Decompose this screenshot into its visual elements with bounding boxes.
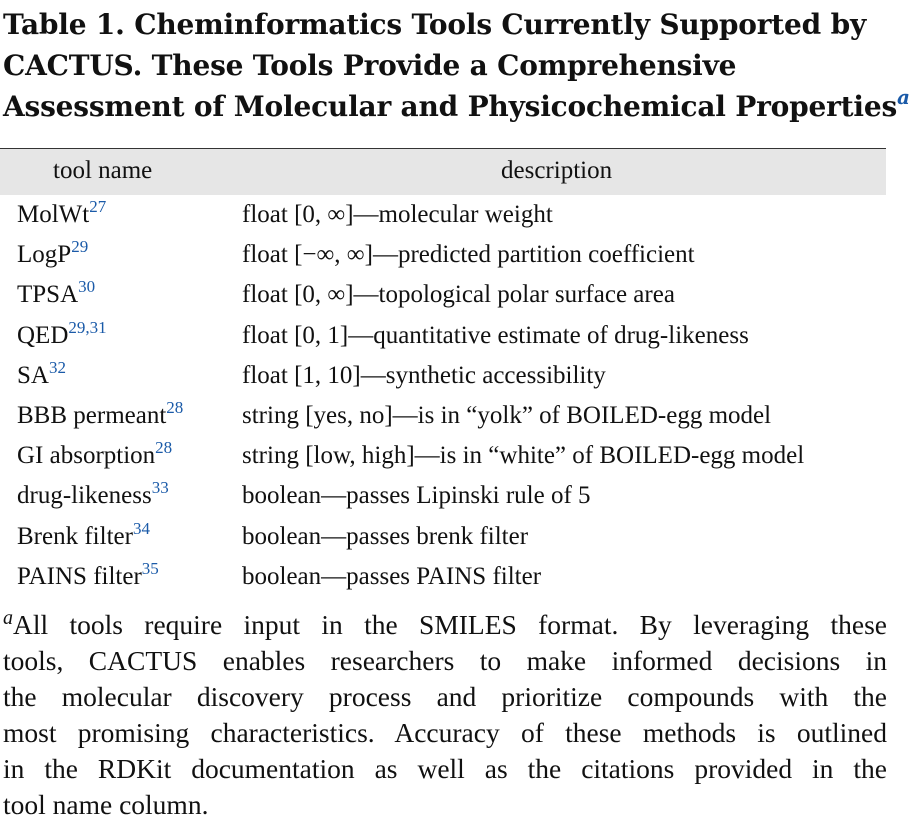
description-cell: string [low, high]—is in “white” of BOILED-egg model	[242, 442, 805, 470]
table-row	[0, 558, 886, 598]
tool-name-text: QED	[17, 321, 69, 349]
header-tool-name: tool name	[53, 157, 153, 184]
table-row	[0, 477, 886, 517]
table-header-row	[0, 148, 886, 195]
footnote-mark: a	[3, 607, 13, 629]
table-row	[0, 236, 886, 276]
citation-link[interactable]: 29	[71, 237, 89, 257]
tool-name-text: BBB permeant	[17, 401, 167, 429]
description-cell: float [1, 10]—synthetic accessibility	[242, 361, 606, 389]
table-row	[0, 357, 886, 397]
tool-name-cell	[17, 397, 184, 430]
tool-name-text: Brenk filter	[17, 522, 133, 550]
caption-line-3-text: Assessment of Molecular and Physicochemical Properties	[3, 90, 898, 123]
tool-name-text: TPSA	[17, 281, 79, 309]
description-cell: float [−∞, ∞]—predicted partition coefficient	[242, 241, 695, 269]
footnote-text: tools, CACTUS enables researchers to make informed decisions in	[3, 645, 887, 676]
citation-link[interactable]: 35	[141, 558, 159, 578]
tool-name-cell	[17, 478, 169, 510]
caption-line-2: CACTUS. These Tools Provide a Comprehensive	[3, 49, 737, 82]
footnote-line	[3, 751, 887, 787]
table-row	[0, 397, 886, 437]
tool-name-cell	[17, 317, 107, 350]
footnote-line	[3, 679, 887, 715]
tool-name-text: SA	[17, 361, 49, 389]
citation-link[interactable]: 34	[132, 518, 150, 538]
footnote-text: All tools require input in the SMILES format. By leveraging these	[13, 609, 887, 640]
footnote-line	[3, 787, 887, 823]
footnote-text: tool name column.	[3, 789, 209, 820]
table-footnote	[3, 607, 887, 823]
citation-link[interactable]: 28	[155, 438, 173, 458]
table-row	[0, 196, 886, 236]
caption-line-3	[3, 85, 910, 127]
table-row	[0, 317, 886, 357]
footnote-line	[3, 715, 887, 751]
tool-name-cell	[17, 277, 96, 309]
description-cell: boolean—passes Lipinski rule of 5	[242, 482, 591, 510]
tool-name-cell	[17, 357, 66, 390]
caption-footnote-link[interactable]: a	[897, 85, 910, 109]
header-description: description	[501, 157, 613, 184]
table-row	[0, 276, 886, 316]
tool-name-cell	[17, 197, 107, 229]
table-row	[0, 518, 886, 558]
citation-link[interactable]: 32	[48, 357, 66, 377]
description-cell: float [0, ∞]—molecular weight	[242, 201, 553, 228]
description-cell: string [yes, no]—is in “yolk” of BOILED-egg model	[242, 401, 772, 429]
citation-link[interactable]: 27	[89, 197, 107, 216]
footnote-line	[3, 643, 887, 679]
tool-name-cell	[17, 237, 89, 269]
tool-name-cell	[17, 558, 159, 591]
caption-line-1: Table 1. Cheminformatics Tools Currently Supported by	[3, 8, 867, 41]
tool-name-text: MolWt	[17, 201, 90, 228]
tool-name-cell	[17, 438, 173, 470]
table-caption	[3, 4, 910, 127]
tool-name-text: drug-likeness	[17, 482, 152, 510]
footnote-text: the molecular discovery process and prioritize compounds with the	[3, 681, 887, 712]
tool-name-text: LogP	[17, 241, 72, 269]
table-body	[0, 196, 886, 598]
description-cell: float [0, 1]—quantitative estimate of drug-likeness	[242, 321, 749, 349]
citation-link[interactable]: 29,31	[68, 317, 107, 337]
footnote-text: most promising characteristics. Accuracy of these methods is outlined	[3, 717, 887, 748]
tool-name-text: PAINS filter	[17, 562, 142, 590]
citation-link[interactable]: 28	[166, 397, 184, 417]
citation-link[interactable]: 30	[78, 277, 96, 297]
tool-name-cell	[17, 518, 150, 551]
footnote-text: in the RDKit documentation as well as the citations provided in the	[3, 753, 887, 784]
footnote-line	[3, 607, 887, 643]
tool-name-text: GI absorption	[17, 442, 156, 470]
description-cell: boolean—passes brenk filter	[242, 522, 529, 550]
citation-link[interactable]: 33	[151, 478, 169, 498]
table-row	[0, 437, 886, 477]
description-cell: boolean—passes PAINS filter	[242, 562, 542, 590]
description-cell: float [0, ∞]—topological polar surface area	[242, 281, 675, 309]
